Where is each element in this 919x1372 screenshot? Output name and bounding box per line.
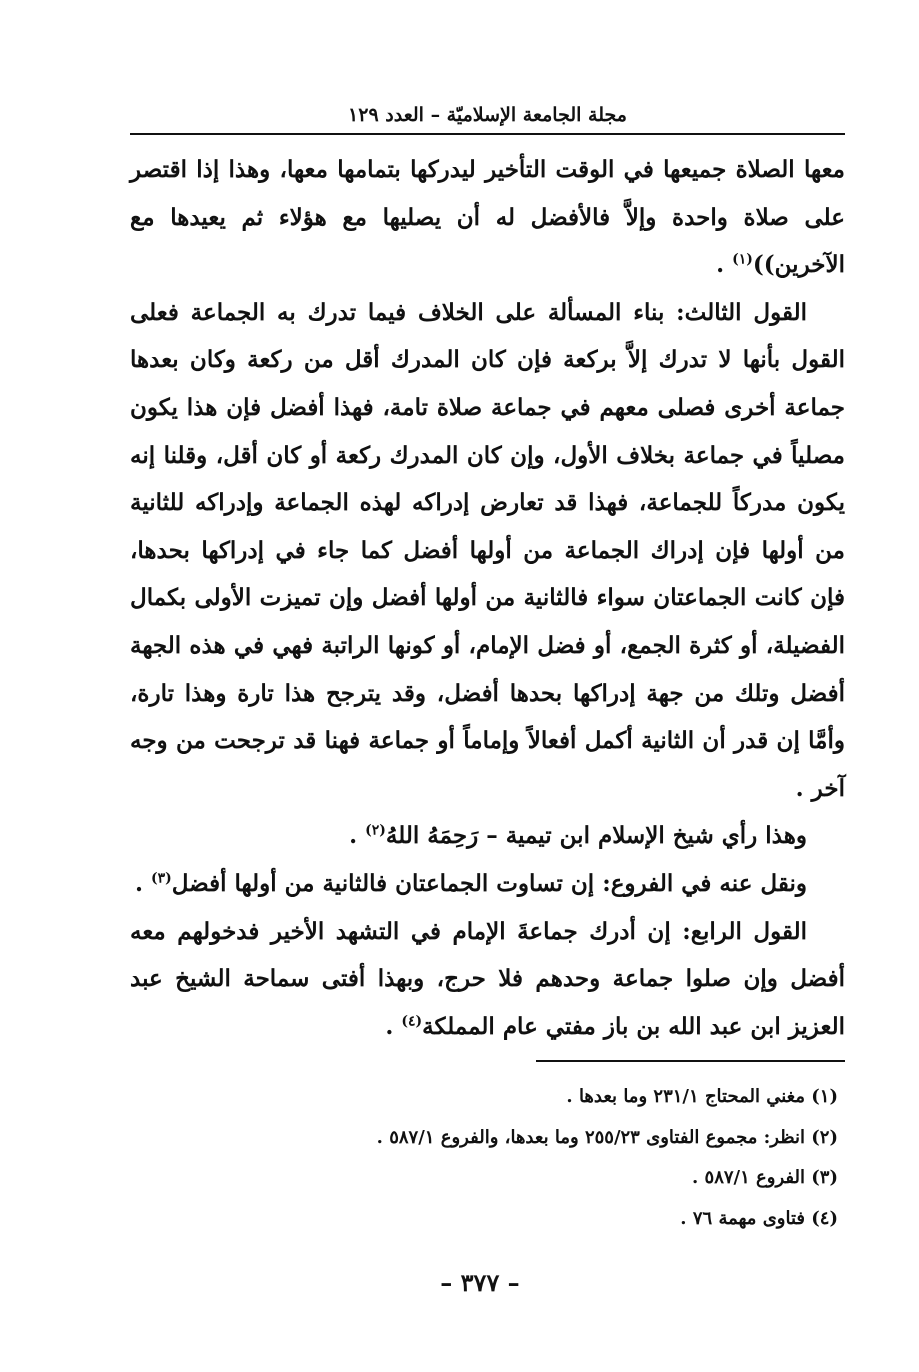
footnote-2: (٢) انظر: مجموع الفتاوى ٢٥٥/٢٣ وما بعدها، والفروع ٥٨٧/١ .	[376, 1126, 838, 1148]
footnote-1: (١) مغني المحتاج ٢٣١/١ وما بعدها .	[566, 1086, 838, 1107]
footnotes	[130, 1077, 838, 1239]
footnote-ref-3[interactable]: (٣)	[150, 870, 172, 887]
paragraph-furu	[130, 860, 845, 908]
body-text	[130, 146, 845, 1050]
paragraph-ibn-taymiyyah	[130, 812, 845, 860]
header-rule	[130, 133, 845, 135]
paragraph-tail: .	[716, 251, 733, 279]
paragraph-tail: .	[385, 1012, 402, 1040]
footnote-ref-1[interactable]: (١)	[732, 251, 753, 268]
paragraph-text: معها الصلاة جميعها في الوقت التأخير ليدركها بتمامها معها، وهذا إذا اقتصر على صلاة واحدة وإلاَّ فالأفضل له أن يصليها مع هؤلاء ثم يعيدها مع الآخرين))	[130, 156, 845, 279]
paragraph-text: القول الرابع: إن أدرك جماعةَ الإمام في التشهد الأخير فدخولهم معه أفضل وإن صلوا جماعة وحدهم فلا حرج، وبهذا أفتى سماحة الشيخ عبد العزيز ابن عبد الله بن باز مفتي عام المملكة	[130, 917, 845, 1040]
paragraph-text: وهذا رأي شيخ الإسلام ابن تيمية – رَحِمَهُ اللهُ	[385, 822, 807, 850]
paragraph-tail: .	[349, 822, 366, 850]
footnote-3: (٣) الفروع ٥٨٧/١ .	[691, 1167, 838, 1188]
paragraph-tail: .	[134, 869, 151, 897]
page-number: – ٣٧٧ –	[440, 1268, 520, 1297]
footnote-separator	[536, 1060, 845, 1062]
footnote-4: (٤) فتاوى مهمة ٧٦ .	[680, 1207, 838, 1229]
footnote-ref-4[interactable]: (٤)	[401, 1013, 423, 1030]
footnote-ref-2[interactable]: (٢)	[365, 822, 386, 839]
paragraph-text: ونقل عنه في الفروع: إن تساوت الجماعتان فالثانية من أولها أفضل	[171, 869, 807, 897]
paragraph-continuation	[130, 146, 845, 289]
paragraph-text: القول الثالث: بناء المسألة على الخلاف فيما تدرك به الجماعة فعلى القول بأنها لا تدرك إلاَّ بركعة فإن كان المدرك أقل من ركعة وكان بعدها جماعة أخرى فصلى معهم في جماعة صلاة تامة، فهذا أفضل فإن هذا يكون مصلياً في جماعة بخلاف الأول، وإن كان المدرك ركعة أو كان أقل، وقلنا إنه يكون مدركاً للجماعة، فهذا قد تعارض إدراكه لهذه الجماعة وإدراكه للثانية من أولها فإن إدراك الجماعة من أولها أفضل كما جاء في إدراكها بحدها، فإن كانت الجماعتان سواء فالثانية من أولها أفضل وإن تميزت الأولى بكمال الفضيلة، أو كثرة الجمع، أو فضل الإمام، أو كونها الراتبة فهي في هذه الجهة أفضل وتلك من جهة إدراكها بحدها أفضل، وقد يترجح هذا تارة وهذا تارة، وأمَّا إن قدر أن الثانية أكمل أفعالاً وإماماً أو جماعة فهنا قد ترجحت من وجه آخر .	[130, 298, 845, 802]
running-header: مجلة الجامعة الإسلاميّة – العدد ١٢٩	[348, 104, 627, 126]
paragraph-fourth-opinion	[130, 908, 845, 1051]
paragraph-third-opinion	[130, 289, 845, 813]
